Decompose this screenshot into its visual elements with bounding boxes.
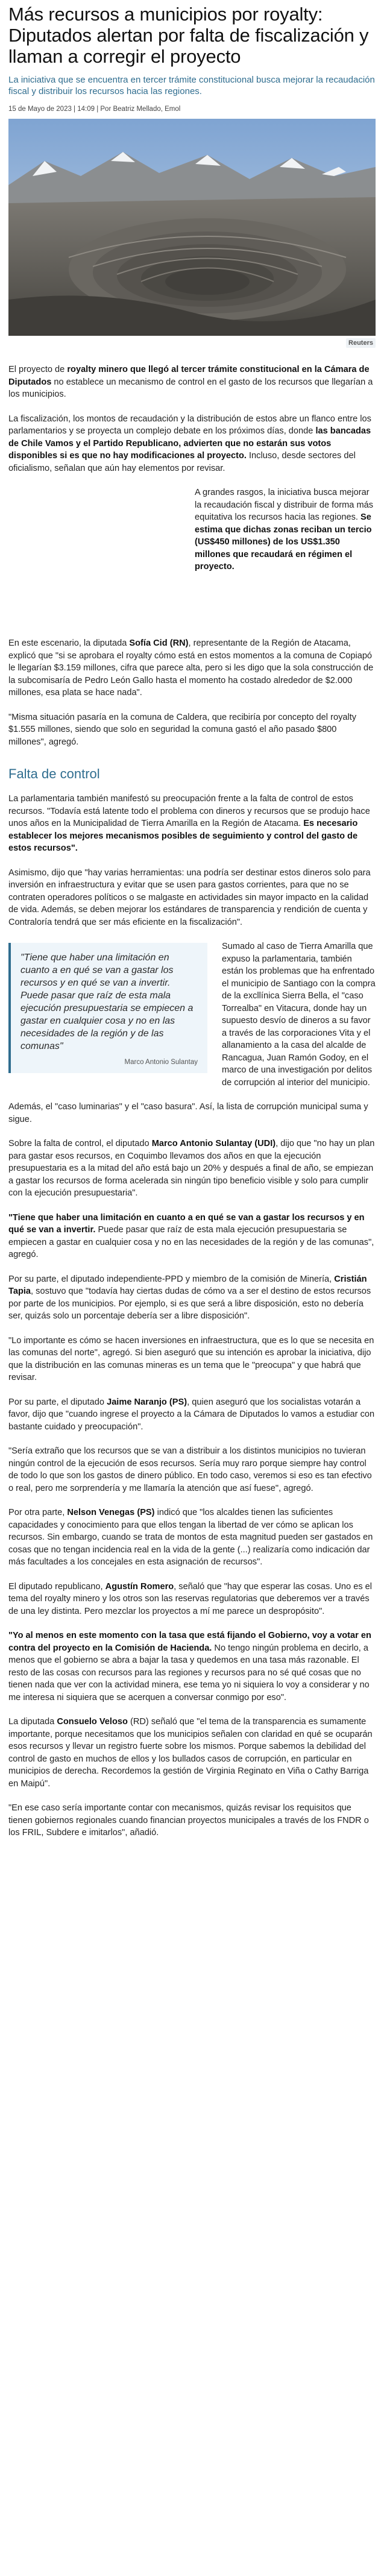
- pull-quote-text: "Tiene que haber una limitación en cuanto a en qué se van a gastar los recursos y en qué se van a invertir. Puede pasar que raíz de esta mala ejecución presupuestaria se empiecen a gastar en cualquier cosa y no en las necesidades de la región y de las comunas": [20, 953, 194, 1051]
- paragraph: "Misma situación pasaría en la comuna de Caldera, que recibiría por concepto del royalty $1.555 millones, siendo que solo en seguridad la comuna gastó el año pasado $800 millones", agregó.: [8, 712, 357, 747]
- paragraph: "Lo importante es cómo se hacen inversiones en infraestructura, que es lo que se necesita en las comunas del norte", agregó. Si bien aseguró que su intención es aprobar la iniciativa, dijo que la distribución en las comunas mineras es un tema que le "preocupa" y que habrá que revisar.: [8, 1335, 374, 1382]
- paragraph: "Sería extraño que los recursos que se van a distribuir a los distintos municipios no tuvieran ningún control de la ejecución de esos recursos. Sería muy raro porque siempre hay control de todo lo que son los gastos de dinero público. En todo caso, veremos si eso es tan efectivo o real, pero me sorprendería y me llamaría la atención que así fuese", agregó.: [8, 1446, 372, 1493]
- paragraph: Sobre la falta de control, el diputado Marco Antonio Sulantay (UDI), dijo que "no hay un plan para gastar esos recursos, en Coquimbo llevamos dos años en que la ejecución presupuestaria es a la mitad del año está bajo un 20% y después a final de año, se empiezan a gastar los recursos de forma acelerada sin ningún tipo beneficio visible y solo para cumplir con la ejecución presupuestaria".: [8, 1139, 375, 1198]
- article-byline: 15 de Mayo de 2023 | 14:09 | Por Beatriz Mellado, Emol: [8, 105, 181, 113]
- paragraph: En este escenario, la diputada Sofía Cid (RN), representante de la Región de Atacama, explicó que "si se aprobara el royalty cómo está en estos momentos a la comuna de Copiapó le llegarían $3.159 millones, cifra que parece alta, pero si les digo que la sola construcción de la subcomisaría de Pedro León Gallo hasta el momento ha costado alrededor de $2.000 millones, esa plata se hace nada".: [8, 638, 374, 698]
- paragraph: Además, el "caso luminarias" y el "caso basura". Así, la lista de corrupción municipal suma y sigue.: [8, 1102, 368, 1124]
- article-lead: La iniciativa que se encuentra en tercer trámite constitucional busca mejorar la recaudación fiscal y distribuir los recursos hacia las regiones.: [8, 75, 375, 96]
- paragraph: Por su parte, el diputado independiente-PPD y miembro de la comisión de Minería, Cristián Tapia, sostuvo que "todavía hay ciertas dudas de cómo va a ser el destino de estos recursos por parte de los municipios. Por ejemplo, si es que será a libre disposición, esto no debería ser, quizás solo un porcentaje debería ser a libre disposición".: [8, 1274, 371, 1321]
- article-photo: [8, 119, 376, 336]
- paragraph: "Yo al menos en este momento con la tasa que está fijando el Gobierno, voy a votar en contra del proyecto en la Comisión de Hacienda. No tengo ningún problema en decirlo, a menos que el gobierno se abra a bajar la tasa y quedemos en una tasa más razonable. El resto de las cosas con recursos para las regiones y recursos para no sé qué cosas que no tienen nada que ver con la actividad minera, ese tema yo ni siquiera lo voy a considerar y no me interesa ni siquiera que se acerquen a conversar conmigo por eso".: [8, 1631, 371, 1702]
- paragraph: Por otra parte, Nelson Venegas (PS) indicó que "los alcaldes tienen las suficientes capacidades y conocimiento para que ellos tengan la libertad de ver cómo se aplican los recursos. Sin embargo, cuando se trata de montos de esta magnitud pueden ser gastados en cosas que no tengan incidencia real en la vida de la gente (...) realizaría como indicación dar más facultades a los concejales en esta asignación de recursos".: [8, 1508, 373, 1567]
- pull-quote-author: Marco Antonio Sulantay: [124, 1059, 198, 1066]
- mine-landscape-image: [8, 119, 376, 336]
- section-title: Falta de control: [8, 766, 100, 781]
- highlight-box: A grandes rasgos, la iniciativa busca mejorar la recaudación fiscal y distribuir de forma más equitativa los recursos hacia las regiones. Se estima que dichas zonas reciban un tercio (US$450 millones) de los US$1.350 millones que recaudará en régimen el proyecto.: [195, 488, 374, 572]
- paragraph: El diputado republicano, Agustín Romero, señaló que "hay que esperar las cosas. Uno es el tema del royalty minero y los otros son las reservas regulatorias que deberemos ver a través de una ley distinta. Pero mezclar los proyectos a mí me parece un despropósito".: [8, 1581, 373, 1616]
- paragraph: La fiscalización, los montos de recaudación y la distribución de estos abre un flanco entre los parlamentarios y se proyecta un complejo debate en los próximos días, donde las bancadas de Chile Vamos y el Partido Republicano, advierten que no estarán sus votos disponibles si es que no hay modificaciones al proyecto. Incluso, desde sectores del oficialismo, señalan que aún hay elementos por revisar.: [8, 414, 371, 473]
- photo-credit: Reuters: [8, 338, 376, 348]
- paragraph: "En ese caso sería importante contar con mecanismos, quizás revisar los requisitos que tienen gobiernos regionales cuando financian proyectos municipales a través de los FNDR o los FRIL, Subdere e imitarlos", añadió.: [8, 1803, 369, 1838]
- paragraph: Por su parte, el diputado Jaime Naranjo (PS), quien aseguró que los socialistas votarán a favor, dijo que "cuando ingrese el proyecto a la Cámara de Diputados lo vamos a estudiar con bastante cuidado y preocupación".: [8, 1397, 375, 1432]
- paragraph: "Tiene que haber una limitación en cuanto a en qué se van a gastar los recursos y en qué se van a invertir. Puede pasar que raíz de esta mala ejecución presupuestaria se empiecen a gastar en cualquier cosa y no en las necesidades de la región y de las comunas", agregó.: [8, 1212, 374, 1259]
- paragraph: Sumado al caso de Tierra Amarilla que expuso la parlamentaria, también están los problemas que ha enfrentado el municipio de Santiago con la compra de la excllínica Sierra Bella, el "caso Torrealba" en Vitacura, donde hay un supuesto desvío de dineros a su favor a través de las corporaciones Vita y el allanamiento a la casa del alcalde de Rancagua, Juan Ramón Godoy, en el marco de una investigación por delitos de corrupción al interior del municipio.: [222, 942, 376, 1088]
- paragraph: La parlamentaria también manifestó su preocupación frente a la falta de control de estos recursos. "Todavía está latente todo el problema con dineros y recursos que se produjo hace unos años en la Municipalidad de Tierra Amarilla en la Región de Atacama. Es necesario establecer los mejores mecanismos posibles de seguimiento y control del gasto de estos recursos".: [8, 794, 370, 853]
- pull-quote: [8, 943, 207, 1073]
- paragraph: La diputada Consuelo Veloso (RD) señaló que "el tema de la transparencia es sumamente importante, porque necesitamos que los municipios señalen con claridad en qué se ocuparán esos recursos y llevar un registro fuerte sobre los mismos. Porque sabemos la debilidad del control de gasto en muchos de ellos y los bullados casos de corrupción, en particular en municipios de derecha. Recordemos la gestión de Virginia Reginato en Viña o Cathy Barriga en Maipú".: [8, 1717, 373, 1789]
- paragraph: Asimismo, dijo que "hay varias herramientas: una podría ser destinar estos dineros solo para inversión en infraestructura y evitar que se usen para gastos corrientes, para que no se contraten operadores políticos o se malgaste en actividades sin mayor impacto en la calidad de vida. Además, se deben mejorar los estándares de transparencia y rendición de cuenta y Contraloría tendrá que ser más eficiente en la fiscalización".: [8, 868, 371, 927]
- paragraph: El proyecto de royalty minero que llegó al tercer trámite constitucional en la Cámara de Diputados no establece un mecanismo de control en el gasto de los recursos que llegarían a los municipios.: [8, 365, 373, 399]
- article-title: Más recursos a municipios por royalty: Diputados alertan por falta de fiscalización y llaman a corregir el proyecto: [8, 4, 369, 67]
